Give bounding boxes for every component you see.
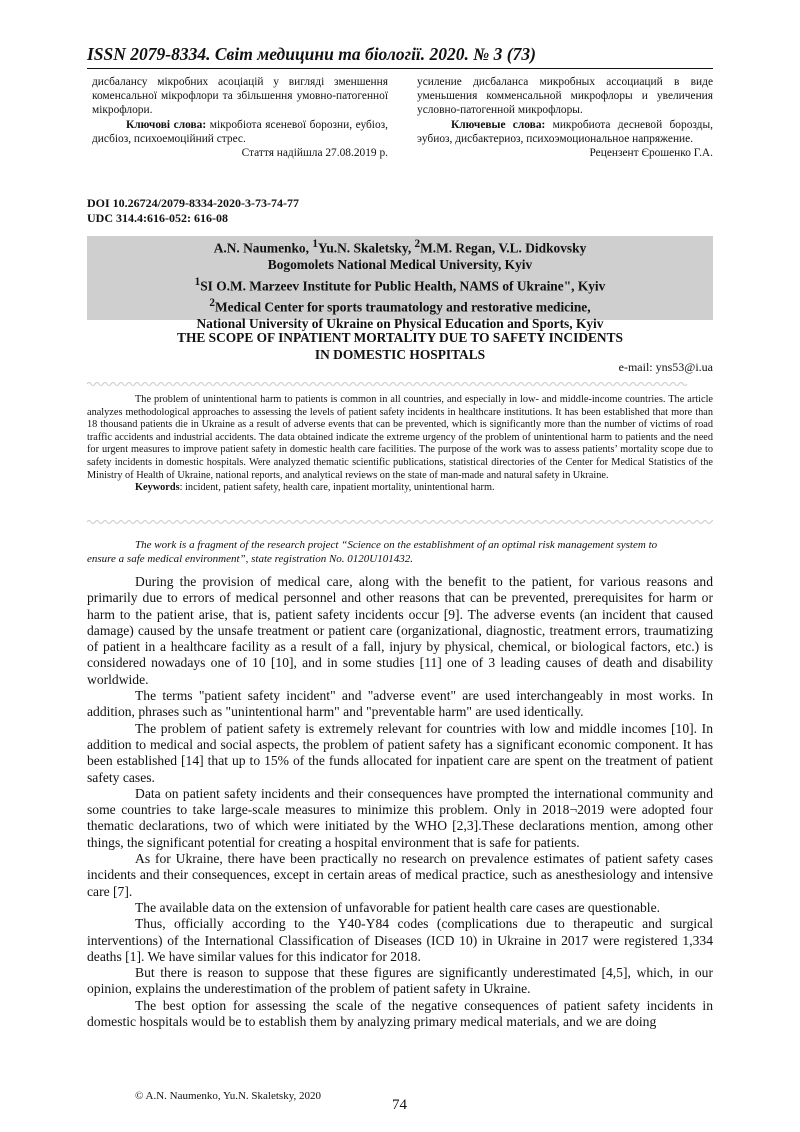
abstract-keywords	[87, 482, 713, 495]
body-paragraph: As for Ukraine, there have been practically no research on prevalence estimates of patient safety cases incidents and their consequences, except in certain areas of medical practice, such as anesthesiology and intensive care [7].	[87, 851, 713, 899]
page-number: 74	[392, 1097, 407, 1113]
keywords-ru: микробиота десневой борозды, эубиоз, дисбактериоз, психоэмоциональное напряжение.	[417, 118, 713, 145]
author-2: Yu.N. Skaletsky,	[317, 240, 415, 256]
author-names	[87, 236, 713, 257]
running-header: ISSN 2079-8334. Світ медицини та біології. 2020. № 3 (73)	[87, 44, 713, 69]
body-paragraph: The available data on the extension of unfavorable for patient health care cases are questionable.	[135, 899, 661, 915]
body-paragraph: Thus, officially according to the Y40-Y84 codes (complications due to therapeutic and surgical interventions) of the International Classification of Diseases (ICD 10) in Ukraine in 2017 were registered 1,334 deaths [1]. We have similar values for this indicator for 2018.	[87, 916, 713, 964]
title-line-2: IN DOMESTIC HOSPITALS	[314, 347, 486, 362]
affiliation-main: Bogomolets National Medical University, Kyiv	[267, 257, 533, 273]
affil-1-sup: 1	[194, 275, 201, 288]
affil-1-text: SI O.M. Marzeev Institute for Public Health, NAMS of Ukraine", Kyiv	[200, 278, 606, 294]
wave-divider-bottom	[87, 519, 713, 525]
udc: UDC 314.4:616-052: 616-08	[87, 211, 228, 225]
funding-line-1: The work is a fragment of the research project “Science on the establishment of an optimal risk management system to	[135, 539, 658, 551]
received-date: Стаття надійшла 27.08.2019 р.	[241, 147, 388, 160]
summary-ua-keywords	[92, 118, 388, 146]
author-3-4: M.M. Regan, V.L. Didkovsky	[420, 240, 587, 256]
contact-email: e-mail: yns53@i.ua	[618, 360, 713, 374]
affiliation-1	[87, 274, 713, 295]
keywords-ua: мікробіота ясеневої борозни, еубіоз, дисбіоз, психоемоційний стрес.	[92, 118, 388, 145]
summary-ua-text: дисбалансу мікробних асоціацій у вигляді зменшення коменсальної мікрофлори та збільшення умовно-патогенної мікрофлори.	[92, 76, 388, 117]
wave-divider-top	[87, 381, 713, 387]
sup-2: 2	[414, 238, 421, 250]
abstract	[87, 394, 713, 495]
affiliation-2	[87, 295, 713, 316]
summary-russian	[417, 75, 713, 160]
title-line-1: THE SCOPE OF INPATIENT MORTALITY DUE TO SAFETY INCIDENTS	[177, 330, 623, 345]
affiliation-3: National University of Ukraine on Physical Education and Sports, Kyiv	[196, 315, 604, 331]
sup-1: 1	[312, 238, 318, 250]
body-paragraph: The best option for assessing the scale of the negative consequences of patient safety incidents in domestic hospitals would be to establish them by analyzing primary medical materials, and we are doing	[87, 997, 713, 1030]
keywords-label: Keywords	[135, 482, 180, 494]
abstract-text: The problem of unintentional harm to patients is common in all countries, and especially in low- and middle-income countries. The article analyzes methodological approaches to assessing the levels of patient safety incidents in healthcare institutions. It has been established that more than 18 thousand patients die in Ukraine as a result of adverse events that can be prevented, which is significantly more than the number of victims of road traffic accidents and industrial accidents. The data obtained indicate the extreme urgency of the problem of unintentional harm to patients and the need for urgent measures to improve patient safety in domestic health care facilities. The purpose of the work was to assess patients’ mortality scope due to safety incidents in domestic hospitals. Were analyzed thematic scientific publications, statistical directories of the Center for Medical Statistics of the Ministry of Health of Ukraine, national reports, and analytical reviews on the state of man-made and natural safety in Ukraine.	[87, 394, 713, 481]
summary-ukrainian	[92, 75, 388, 160]
reviewer: Рецензент Єрошенко Г.А.	[589, 147, 713, 160]
affil-2-sup: 2	[209, 296, 215, 309]
keywords-label-ua: Ключові слова:	[126, 118, 207, 131]
funding-line-2: ensure a safe medical environment”, state registration No. 0120U101432.	[87, 552, 413, 565]
keywords-list: : incident, patient safety, health care, inpatient mortality, unintentional harm.	[179, 482, 495, 494]
body-paragraph: The problem of patient safety is extremely relevant for countries with low and middle incomes [10]. In addition to medical and social aspects, the problem of patient safety has a significant economic component. It has been established [14] that up to 15% of the funds allocated for inpatient care are spent on the treatment of patient safety cases.	[87, 720, 713, 785]
article-body	[87, 574, 713, 1030]
affil-2-text: Medical Center for sports traumatology and restorative medicine,	[214, 299, 591, 315]
keywords-label-ru: Ключевые слова:	[451, 118, 546, 131]
summary-ru-text: усиление дисбаланса микробных ассоциаций в виде уменьшения комменсальной микрофлоры и увеличения условно-патогенной микрофлоры.	[417, 76, 713, 117]
funding-note	[87, 539, 713, 567]
previous-article-summaries	[92, 75, 713, 160]
copyright-notice: © A.N. Naumenko, Yu.N. Skaletsky, 2020	[135, 1090, 321, 1102]
body-paragraph: Data on patient safety incidents and their consequences have prompted the international community and some countries to take large-scale measures to minimize this problem. Only in 2018¬2019 were adopted four thematic declarations, two of which were initiated by the WHO [2,3].These declarations mention, among other things, the significant potential for creating a hospital environment that is safe for patients.	[87, 785, 713, 850]
article-title	[87, 329, 713, 363]
article-identifiers	[87, 196, 299, 226]
doi: DOI 10.26724/2079-8334-2020-3-73-74-77	[87, 196, 299, 210]
body-paragraph: But there is reason to suppose that these figures are significantly underestimated [4,5], which, in our opinion, explains the underestimation of the problem of patient safety in Ukraine.	[87, 965, 713, 997]
body-paragraph: The terms "patient safety incident" and "adverse event" are used interchangeably in most works. In addition, phrases such as "unintentional harm" and "preventable harm" are used identically.	[87, 688, 713, 720]
author-1: A.N. Naumenko,	[213, 240, 313, 256]
body-paragraph: During the provision of medical care, along with the benefit to the patient, for various reasons and primarily due to errors of medical personnel and other reasons that can be prevented, prerequisites for harm or harm to the patient arise, that is, patient safety incidents occur [9]. The adverse events (an incident that caused damage) caused by the unsafe treatment or patient care (organizational, diagnostic, treatment errors, traumatizing of patient in a healthcare facility as a result of a fall, injury by physical, chemical, or biological factors, etc.) is considered nowadays one of 10 [10], and in some studies [11] one of 3 leading causes of death and disability worldwide.	[87, 574, 713, 687]
authors-block	[87, 236, 713, 331]
summary-ru-keywords	[417, 118, 713, 146]
